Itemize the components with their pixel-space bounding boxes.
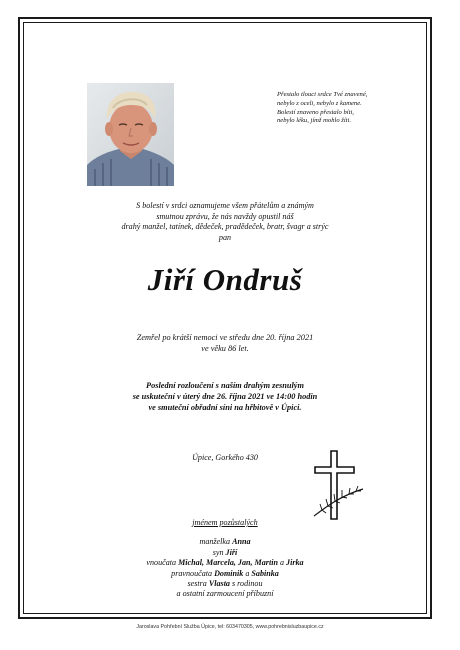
funeral-info-line: Poslední rozloučení s naším drahým zesnulým [146,381,304,390]
footer: Jaroslava Pohřební Služba Úpice, tel: 603470305, www.pohrebnisluzbaupice.cz [136,624,324,630]
poem-line: nebylo léku, jímž mohlo žíti. [277,117,351,125]
poem-line: Bolestí znaveno přestalo bíti, [277,108,354,116]
announcement-line: smutnou zprávu, že nás navždy opustil náš [156,211,294,221]
death-info [60,332,390,354]
mourner-line: a ostatní zarmoucení příbuzní [176,589,274,599]
deceased-name: Jiří Ondruš [147,262,303,297]
mourner-line: syn Jiří [212,547,238,557]
mourner-line: vnoučata Michal, Marcela, Jan, Martin a Jirka [146,558,304,568]
mourner-line: pravnoučata Dominik a Sabinka [171,568,279,578]
announcement [60,201,390,243]
mourners [60,518,390,600]
mourner-line: manželka Anna [199,537,251,547]
announcement-line: S bolestí v srdci oznamujeme všem přátelům a známým [136,201,314,210]
portrait-photo [87,83,174,186]
poem-line: Přestalo tlouci srdce Tvé znavené, [277,91,368,98]
mourner-line: sestra Vlasta s rodinou [187,579,263,589]
mourners-header: jménem pozůstalých [192,518,258,527]
announcement-line: drahý manžel, tatínek, dědeček, pradědeček, bratr, švagr a strýc [121,222,329,232]
death-info-line: ve věku 86 let. [201,344,249,353]
death-info-line: Zemřel po krátší nemoci ve středu dne 20. října 2021 [136,333,314,342]
announcement-line: pan [218,232,232,242]
funeral-info-line: ve smuteční obřadní síni na hřbitově v Úpici. [148,403,302,412]
poem [277,91,417,126]
address: Úpice, Gorkého 430 [192,453,258,462]
poem-line: nebylo z oceli, nebylo z kamene. [277,99,362,107]
cross-icon [308,449,366,524]
funeral-info-line: se uskuteční v úterý dne 26. října 2021 ve 14:00 hodin [132,392,318,401]
funeral-info [60,380,390,413]
